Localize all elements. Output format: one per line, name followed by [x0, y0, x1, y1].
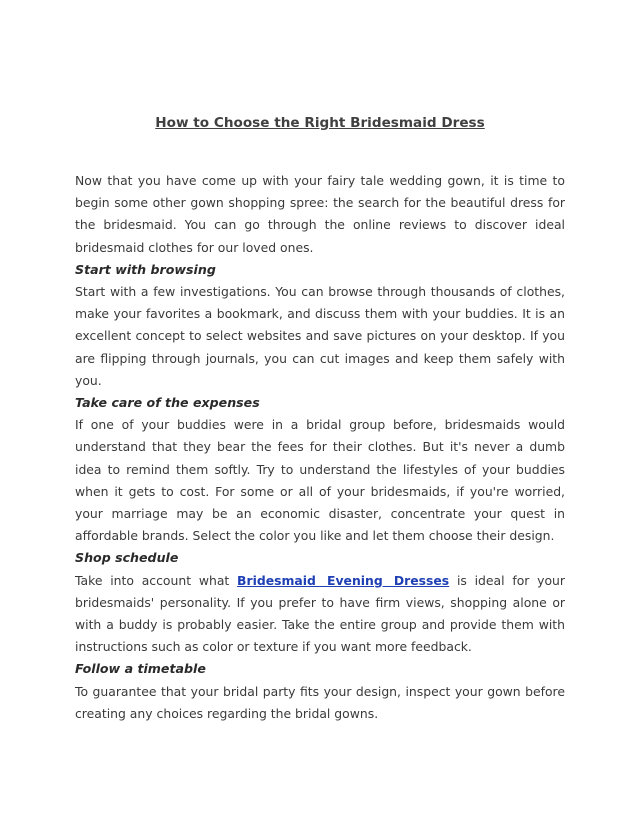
- section-heading-timetable: Follow a timetable: [75, 661, 206, 677]
- document-body: [75, 170, 565, 725]
- section-text-expenses: If one of your buddies were in a bridal group before, bridesmaids would understand that they bear the fees for their clothes. But it's never a dumb idea to remind them softly. Try to understand the lifestyles of your buddies when it gets to cost. For some or all of your bridesmaids, if you're worried, your marriage may be an economic disaster, concentrate your quest in affordable brands. Select the color you like and let them choose their design.: [75, 417, 565, 544]
- section-text-browsing: Start with a few investigations. You can browse through thousands of clothes, make your favorites a bookmark, and discuss them with your buddies. It is an excellent concept to select websites and save pictures on your desktop. If you are flipping through journals, you can cut images and keep them safely with you.: [75, 284, 565, 388]
- section-heading-browsing: Start with browsing: [75, 261, 216, 277]
- shop-schedule-text-after-link: is ideal for your bridesmaids' personality. If you prefer to have firm views, shopping alone or with a buddy is probably easier. Take the entire group and provide them with instructions such as color or texture if you want more feedback.: [75, 572, 565, 655]
- document-title: How to Choose the Right Bridesmaid Dress: [155, 115, 485, 131]
- section-text-shop-schedule: [75, 570, 565, 659]
- section-heading-shop-schedule: Shop schedule: [75, 550, 179, 566]
- shop-schedule-text-before-link: Take into account what: [75, 572, 238, 588]
- section-heading-expenses: Take care of the expenses: [75, 395, 260, 411]
- section-text-timetable: To guarantee that your bridal party fits your design, inspect your gown before creating any choices regarding the bridal gowns.: [75, 683, 565, 721]
- intro-paragraph: Now that you have come up with your fairy tale wedding gown, it is time to begin some other gown shopping spree: the search for the beautiful dress for the bridesmaid. You can go through the online reviews to discover ideal bridesmaid clothes for our loved ones.: [75, 173, 565, 255]
- bridesmaid-evening-dresses-link[interactable]: Bridesmaid Evening Dresses: [237, 572, 450, 588]
